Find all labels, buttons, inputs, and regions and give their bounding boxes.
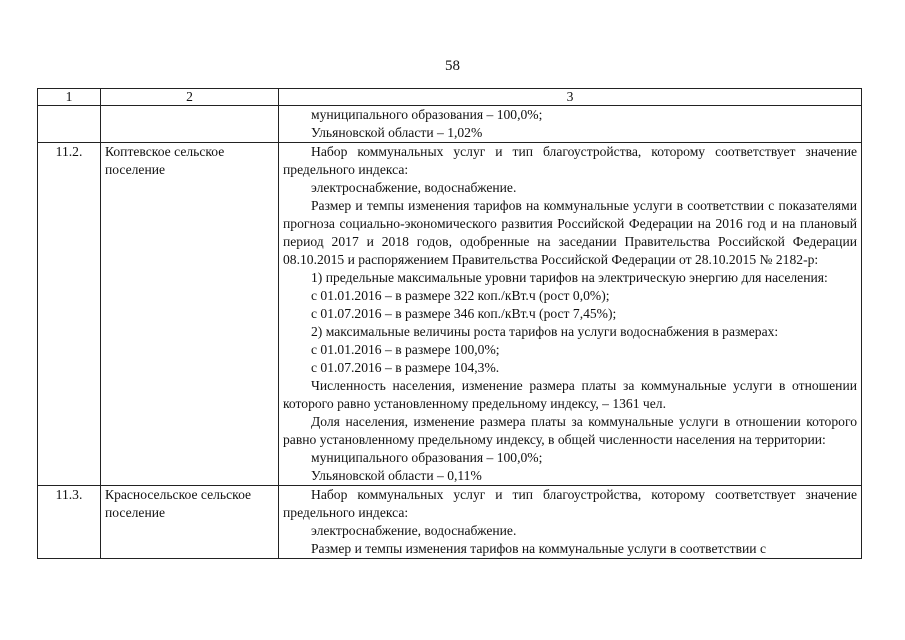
paragraph: 1) предельные максимальные уровни тарифов на электрическую энергию для населения: — [311, 270, 828, 285]
row-number: 11.2. — [38, 143, 101, 486]
paragraph: муниципального образования – 100,0%; — [311, 450, 543, 465]
paragraph: электроснабжение, водоснабжение. — [311, 180, 517, 195]
paragraph: Набор коммунальных услуг и тип благоустройства, которому соответствует значение предельного индекса: — [283, 144, 857, 177]
settlement-name: Коптевское сельское поселение — [101, 143, 279, 486]
paragraph: с 01.07.2016 – в размере 346 коп./кВт.ч (рост 7,45%); — [311, 306, 617, 321]
table-row — [38, 486, 862, 559]
paragraph: с 01.01.2016 – в размере 100,0%; — [311, 342, 500, 357]
paragraph: Ульяновской области – 0,11% — [311, 468, 482, 483]
table-row — [38, 106, 862, 143]
paragraph: с 01.01.2016 – в размере 322 коп./кВт.ч (рост 0,0%); — [311, 288, 610, 303]
row-number — [38, 106, 101, 143]
page-number: 58 — [445, 58, 460, 74]
paragraph: электроснабжение, водоснабжение. — [311, 523, 517, 538]
row-number: 11.3. — [38, 486, 101, 559]
settlement-name: Красносельское сельское поселение — [101, 486, 279, 559]
paragraph: Численность населения, изменение размера платы за коммунальные услуги в отношении которого равно установленному предельному индексу, – 1361 чел. — [283, 378, 857, 411]
row-description — [279, 106, 862, 143]
document-table — [37, 88, 862, 559]
column-header-3: 3 — [279, 89, 862, 106]
paragraph: Размер и темпы изменения тарифов на коммунальные услуги в соответствии с — [311, 541, 767, 556]
column-header-1: 1 — [38, 89, 101, 106]
paragraph: муниципального образования – 100,0%; — [311, 107, 543, 122]
paragraph: Доля населения, изменение размера платы за коммунальные услуги в отношении которого равно установленному предельному индексу, в общей численности населения на территории: — [283, 414, 857, 447]
table-row — [38, 143, 862, 486]
settlement-name — [101, 106, 279, 143]
paragraph: с 01.07.2016 – в размере 104,3%. — [311, 360, 500, 375]
row-description — [279, 143, 862, 486]
paragraph: 2) максимальные величины роста тарифов на услуги водоснабжения в размерах: — [311, 324, 779, 339]
paragraph: Размер и темпы изменения тарифов на коммунальные услуги в соответствии с показателями прогноза социально-экономического развития Российской Федерации на 2016 год и на плановый период 2017 и 2018 годов, одобренные на заседании Правительства Российской Федерации 08.10.2015 и распоряжением Правительства Российской Федерации от 28.10.2015 № 2182-р: — [283, 198, 857, 267]
paragraph: Ульяновской области – 1,02% — [311, 125, 483, 140]
row-description — [279, 486, 862, 559]
column-header-2: 2 — [101, 89, 279, 106]
table-header-row — [38, 89, 862, 106]
paragraph: Набор коммунальных услуг и тип благоустройства, которому соответствует значение предельного индекса: — [283, 487, 857, 520]
